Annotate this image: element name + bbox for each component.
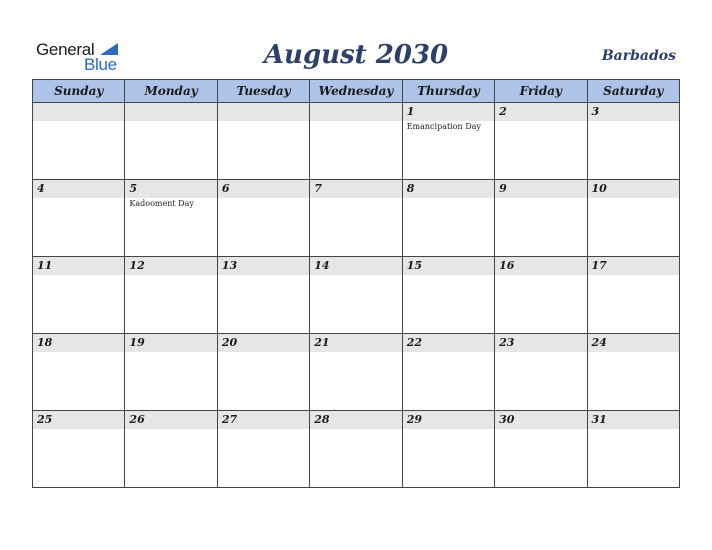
- day-cell: [217, 257, 309, 334]
- holiday-label: [33, 429, 124, 430]
- day-number-strip: [403, 103, 494, 121]
- day-cell: [125, 103, 217, 180]
- day-cell: [125, 257, 217, 334]
- day-number-strip: [33, 103, 124, 121]
- day-cell: [33, 411, 125, 488]
- day-number-strip: [33, 180, 124, 198]
- day-cell: [587, 257, 679, 334]
- day-number-strip: [218, 257, 309, 275]
- day-cell: [495, 180, 587, 257]
- day-number: 30: [499, 413, 515, 426]
- day-number-strip: [218, 334, 309, 352]
- day-cell: [495, 257, 587, 334]
- weekday-header-row: [33, 80, 680, 103]
- day-cell: [217, 411, 309, 488]
- day-number-strip: [125, 180, 216, 198]
- holiday-label: [33, 275, 124, 276]
- holiday-label: [588, 352, 679, 353]
- day-number: 20: [221, 336, 238, 349]
- day-number: 10: [591, 182, 607, 195]
- holiday-label: [218, 275, 309, 276]
- weekday-thursday: Thursday: [402, 80, 494, 103]
- holiday-label: [310, 275, 401, 276]
- day-cell: [587, 180, 679, 257]
- day-cell: [310, 103, 402, 180]
- day-number: 19: [129, 336, 145, 349]
- day-number-strip: [33, 411, 124, 429]
- day-number: 31: [591, 413, 607, 426]
- day-number-strip: [310, 180, 401, 198]
- holiday-label: [218, 429, 309, 430]
- day-cell: [33, 103, 125, 180]
- holiday-label: [588, 198, 679, 199]
- week-row: [33, 257, 680, 334]
- day-cell: [33, 180, 125, 257]
- day-number: 1: [406, 105, 415, 118]
- day-number-strip: [495, 257, 586, 275]
- week-row: [33, 334, 680, 411]
- holiday-label: [495, 121, 586, 122]
- holiday-label: [310, 121, 401, 122]
- day-number: 28: [314, 413, 330, 426]
- day-number-strip: [218, 103, 309, 121]
- week-row: [33, 411, 680, 488]
- holiday-label: [33, 121, 124, 122]
- weekday-wednesday: Wednesday: [310, 80, 402, 103]
- day-cell: [33, 334, 125, 411]
- day-number-strip: [310, 411, 401, 429]
- day-number: 29: [406, 413, 422, 426]
- day-number-strip: [125, 334, 216, 352]
- holiday-label: [588, 275, 679, 276]
- day-cell: [217, 103, 309, 180]
- holiday-label: [310, 429, 401, 430]
- holiday-label: [33, 198, 124, 199]
- weekday-tuesday: Tuesday: [217, 80, 309, 103]
- weekday-monday: Monday: [125, 80, 217, 103]
- day-number: 22: [406, 336, 422, 349]
- holiday-label: [125, 121, 216, 122]
- day-cell: [495, 103, 587, 180]
- day-cell: [495, 411, 587, 488]
- holiday-label: [495, 198, 586, 199]
- day-cell: [402, 180, 494, 257]
- day-cell: [402, 411, 494, 488]
- day-number: 12: [129, 259, 145, 272]
- day-number-strip: [588, 180, 679, 198]
- day-number: 16: [499, 259, 515, 272]
- day-number-strip: [125, 257, 216, 275]
- day-number: 15: [406, 259, 422, 272]
- holiday-label: [403, 275, 494, 276]
- holiday-label: [403, 429, 494, 430]
- holiday-label: [218, 121, 309, 122]
- holiday-label: [588, 429, 679, 430]
- weekday-sunday: Sunday: [33, 80, 125, 103]
- month-title: August 2030: [263, 40, 449, 70]
- holiday-label: [310, 198, 401, 199]
- day-number: 11: [37, 259, 53, 272]
- day-number: 27: [221, 413, 238, 426]
- day-number-strip: [125, 411, 216, 429]
- day-number: 14: [314, 259, 330, 272]
- day-number-strip: [310, 103, 401, 121]
- country-name: Barbados: [601, 48, 676, 64]
- day-cell: [402, 334, 494, 411]
- holiday-label: [495, 352, 586, 353]
- calendar-grid: [32, 79, 680, 488]
- day-cell: [587, 411, 679, 488]
- day-cell: [587, 334, 679, 411]
- holiday-label: Emancipation Day: [406, 122, 481, 131]
- day-number-strip: [495, 180, 586, 198]
- day-number-strip: [495, 334, 586, 352]
- day-number-strip: [588, 103, 679, 121]
- day-number-strip: [33, 257, 124, 275]
- day-number-strip: [403, 411, 494, 429]
- logo-text-general: General: [36, 40, 95, 59]
- day-cell: [402, 257, 494, 334]
- holiday-label: [125, 429, 216, 430]
- day-number-strip: [310, 257, 401, 275]
- day-number-strip: [403, 257, 494, 275]
- holiday-label: Kadooment Day: [129, 199, 194, 208]
- holiday-label: [495, 275, 586, 276]
- day-cell: [125, 180, 217, 257]
- day-number: 8: [406, 182, 415, 195]
- day-number-strip: [495, 103, 586, 121]
- holiday-label: [403, 198, 494, 199]
- day-number: 3: [591, 105, 600, 118]
- day-number: 23: [499, 336, 515, 349]
- holiday-label: [218, 352, 309, 353]
- day-cell: [33, 257, 125, 334]
- day-number: 17: [591, 259, 607, 272]
- day-number: 26: [129, 413, 145, 426]
- day-number-strip: [403, 180, 494, 198]
- day-number: 2: [499, 105, 507, 118]
- holiday-label: [125, 275, 216, 276]
- day-number: 18: [37, 336, 53, 349]
- day-number-strip: [310, 334, 401, 352]
- day-cell: [495, 334, 587, 411]
- week-row: [33, 180, 680, 257]
- day-number: 7: [314, 182, 322, 195]
- holiday-label: [218, 198, 309, 199]
- week-row: [33, 103, 680, 180]
- day-cell: [217, 180, 309, 257]
- day-cell: [125, 334, 217, 411]
- day-cell: [310, 334, 402, 411]
- holiday-label: [495, 429, 586, 430]
- holiday-label: [310, 352, 401, 353]
- day-number-strip: [218, 180, 309, 198]
- day-number-strip: [125, 103, 216, 121]
- day-number: 24: [591, 336, 607, 349]
- holiday-label: [588, 121, 679, 122]
- day-number: 21: [314, 336, 330, 349]
- day-number: 6: [221, 182, 230, 195]
- day-cell: [587, 103, 679, 180]
- day-cell: [310, 257, 402, 334]
- holiday-label: [125, 352, 216, 353]
- day-cell: [310, 180, 402, 257]
- day-number-strip: [495, 411, 586, 429]
- holiday-label: [403, 352, 494, 353]
- holiday-label: [33, 352, 124, 353]
- day-number: 5: [129, 182, 138, 195]
- day-number-strip: [218, 411, 309, 429]
- weekday-saturday: Saturday: [587, 80, 679, 103]
- day-number-strip: [403, 334, 494, 352]
- day-number: 4: [37, 182, 45, 195]
- weekday-friday: Friday: [495, 80, 587, 103]
- logo-text-blue: Blue: [84, 55, 117, 74]
- day-cell: [217, 334, 309, 411]
- day-number: 13: [221, 259, 238, 272]
- day-number: 25: [37, 413, 53, 426]
- day-number-strip: [588, 257, 679, 275]
- day-number-strip: [588, 411, 679, 429]
- day-number-strip: [588, 334, 679, 352]
- day-number: 9: [499, 182, 507, 195]
- day-number-strip: [33, 334, 124, 352]
- day-cell: [125, 411, 217, 488]
- day-cell: [310, 411, 402, 488]
- day-cell: [402, 103, 494, 180]
